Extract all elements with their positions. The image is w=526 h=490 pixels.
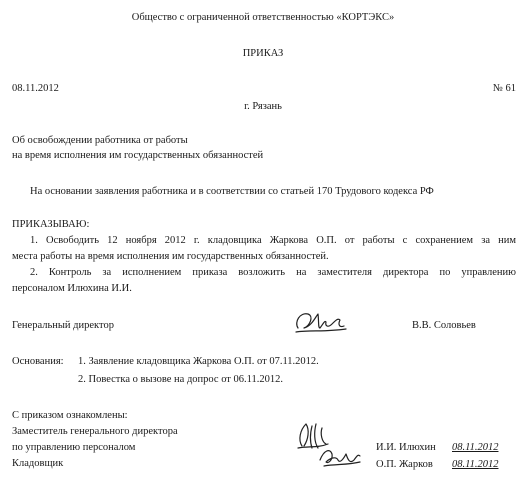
director-title: Генеральный директор	[12, 320, 114, 331]
organization-name: Общество с ограниченной ответственностью «КОРТЭКС»	[131, 12, 395, 23]
order-item-1-line-2: места работы на время исполнения им государственных обязанностей.	[12, 251, 329, 262]
order-number: № 61	[492, 83, 516, 94]
director-name: В.В. Соловьев	[412, 320, 476, 331]
document-title: ПРИКАЗ	[242, 48, 284, 59]
acquainted-person-1-date: 08.11.2012	[452, 442, 499, 453]
acquainted-position-line-2: по управлению персоналом	[12, 442, 136, 453]
order-city: г. Рязань	[244, 101, 282, 112]
acquainted-person-2-date: 08.11.2012	[452, 459, 499, 470]
subject-line-1: Об освобождении работника от работы	[12, 135, 188, 146]
grounds-item-2: 2. Повестка о вызове на допрос от 06.11.2012.	[78, 374, 284, 385]
order-item-2-line-1: 2. Контроль за исполнением приказа возложить на заместителя директора по управлению	[30, 267, 516, 278]
acquainted-person-2-name: О.П. Жарков	[376, 459, 433, 470]
order-item-1-line-1: 1. Освободить 12 ноября 2012 г. кладовщика Жаркова О.П. от работы с сохранением за ним	[30, 235, 516, 246]
grounds-item-1: 1. Заявление кладовщика Жаркова О.П. от 07.11.2012.	[78, 356, 319, 367]
acquainted-heading: С приказом ознакомлены:	[12, 410, 128, 421]
storekeeper-signature	[316, 444, 362, 470]
order-date: 08.11.2012	[12, 83, 59, 94]
order-heading: ПРИКАЗЫВАЮ:	[12, 219, 90, 230]
director-signature	[292, 308, 352, 338]
acquainted-position-line-1: Заместитель генерального директора	[12, 426, 178, 437]
acquainted-position-line-3: Кладовщик	[12, 458, 64, 469]
acquainted-person-1-name: И.И. Илюхин	[376, 442, 436, 453]
subject-line-2: на время исполнения им государственных обязанностей	[12, 150, 264, 161]
grounds-label: Основания:	[12, 356, 64, 367]
order-item-2-line-2: персоналом Илюхина И.И.	[12, 283, 132, 294]
basis-text: На основании заявления работника и в соответствии со статьей 170 Трудового кодекса РФ	[30, 186, 434, 197]
